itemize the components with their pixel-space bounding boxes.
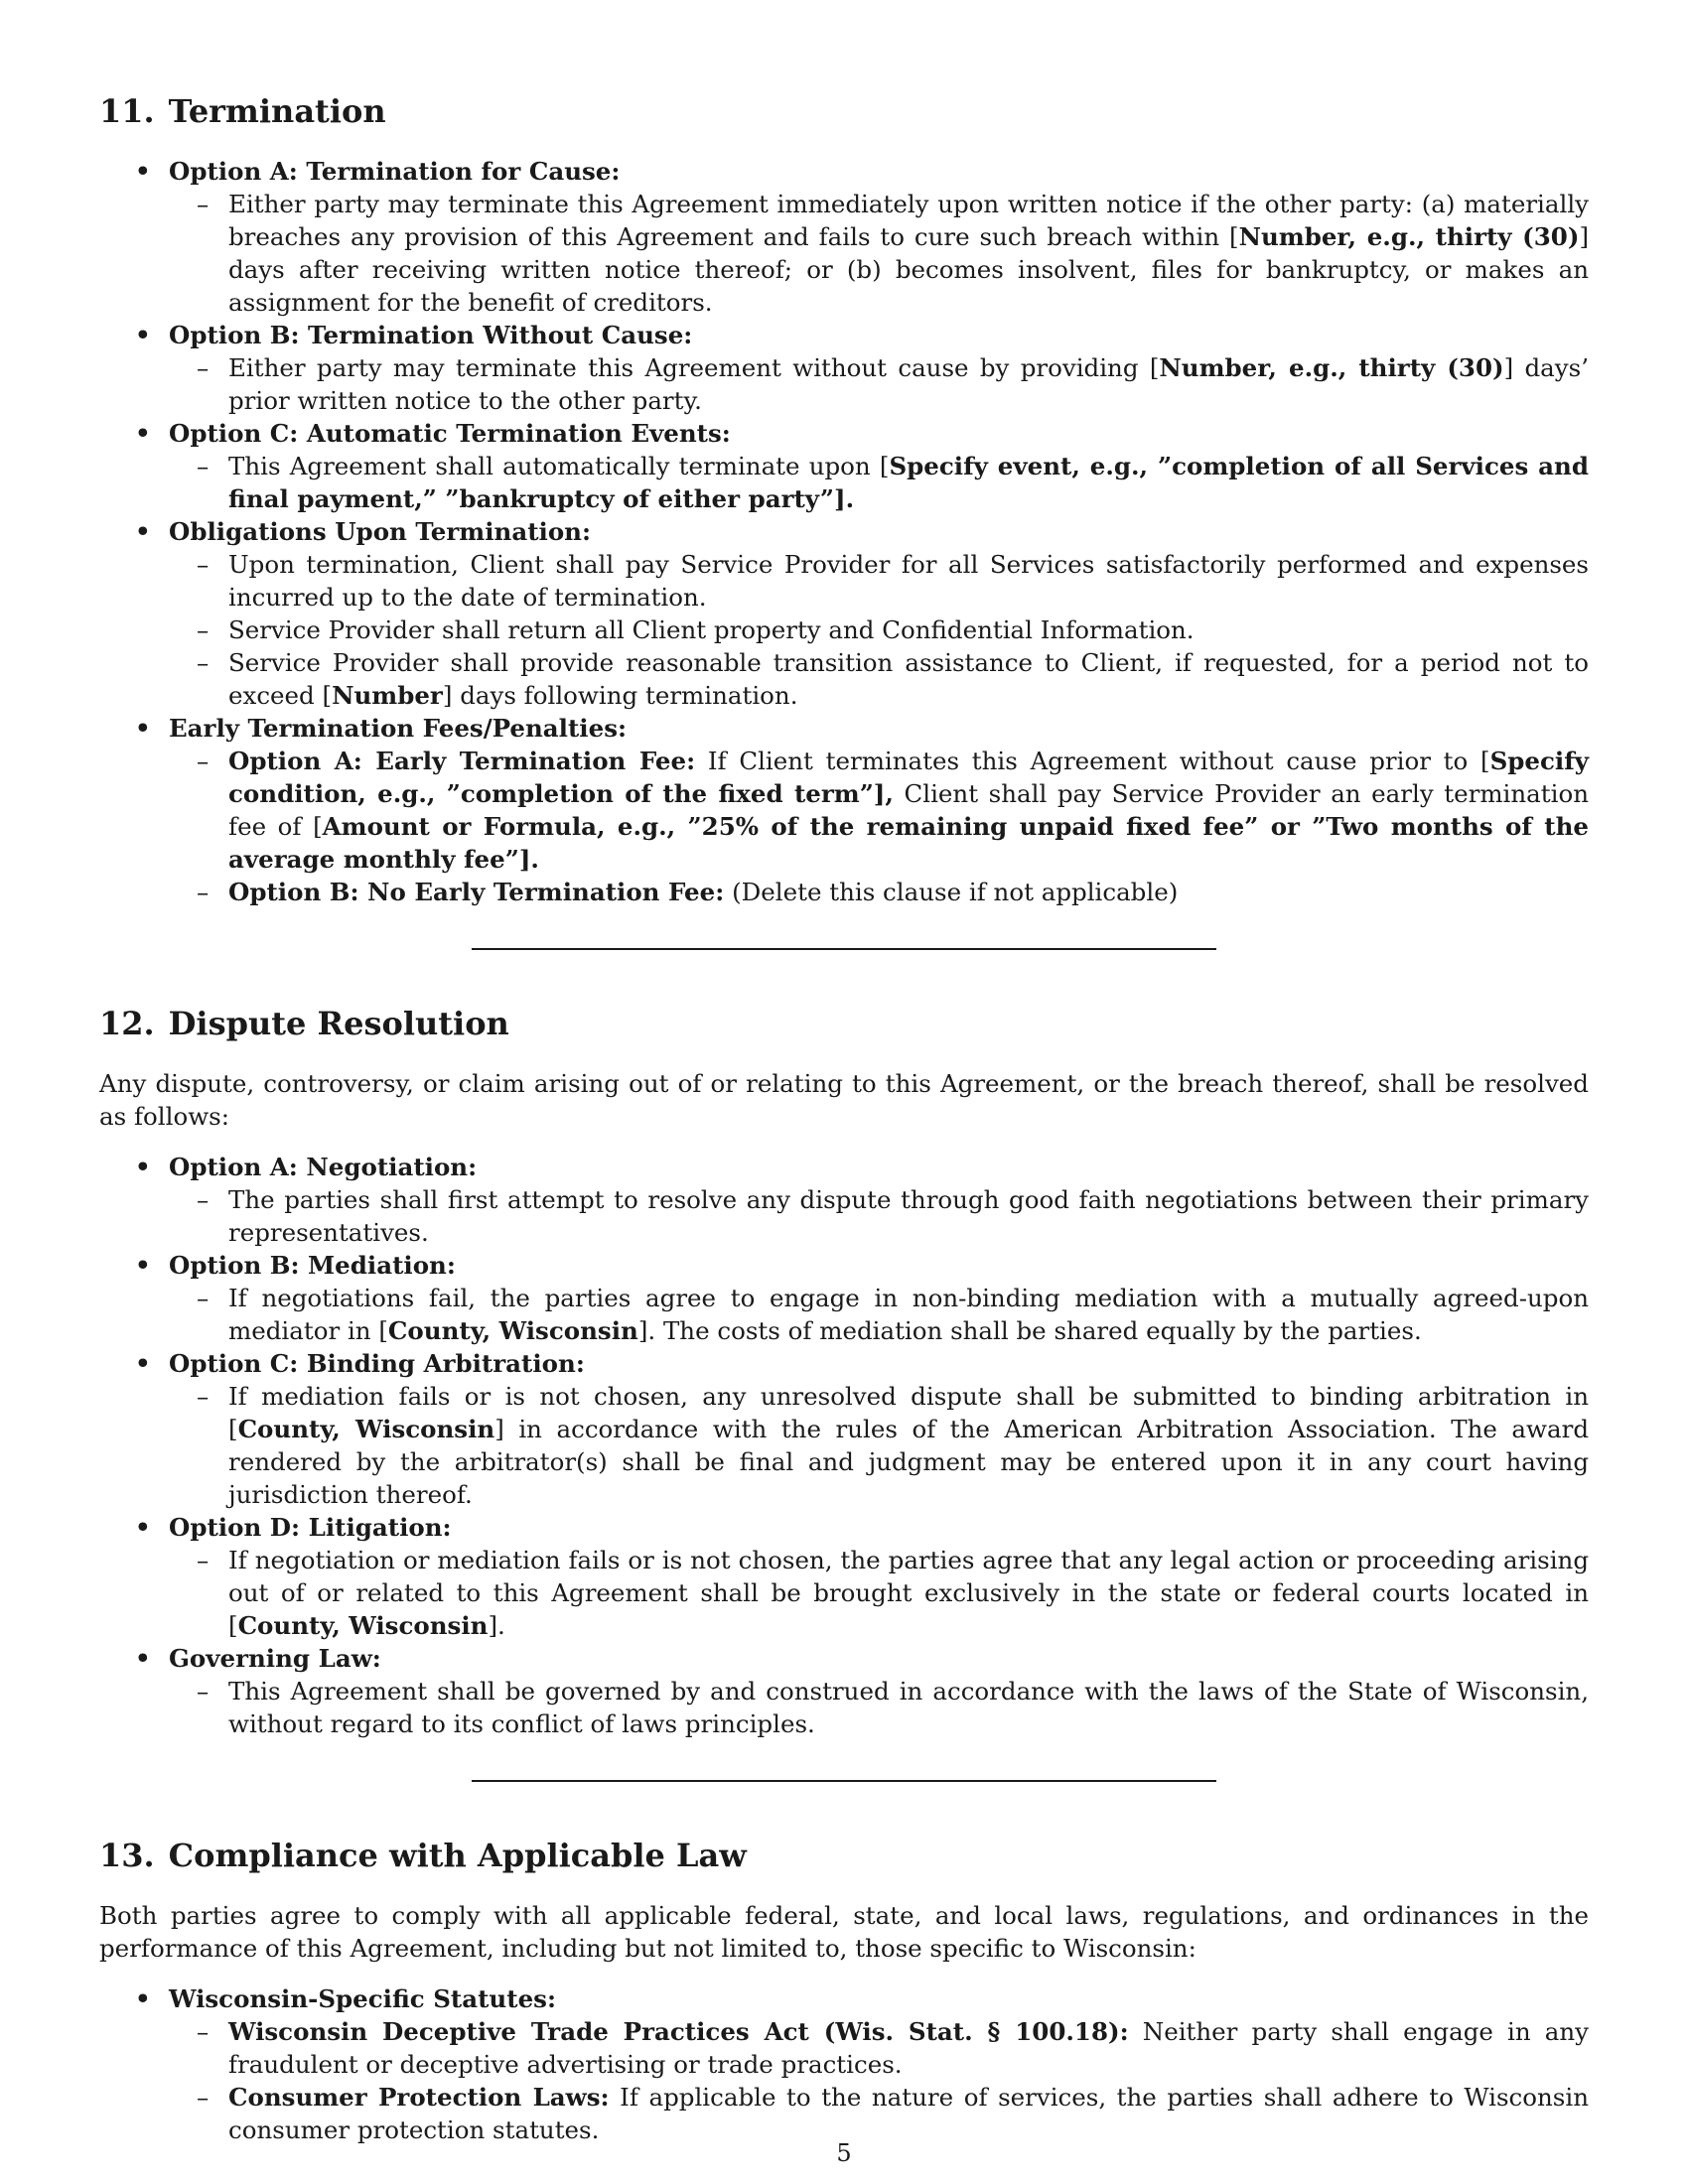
section-title: Compliance with Applicable Law — [168, 1837, 747, 1874]
dash-icon: – — [197, 615, 210, 644]
list-item-wisconsin-statutes — [99, 1982, 1589, 2146]
dash-icon: – — [197, 353, 210, 382]
sub-list — [169, 1282, 1589, 1347]
bullet-icon: • — [135, 1153, 151, 1181]
item-label: Option A: Negotiation: — [169, 1153, 478, 1181]
sub-item — [169, 614, 1589, 646]
list-item-governing-law — [99, 1642, 1589, 1740]
clause-text: If applicable to the nature of services, the parties shall adhere to Wisconsin consumer protection statutes. — [228, 2083, 1589, 2144]
compliance-list — [99, 1982, 1589, 2146]
placeholder-field: Number, e.g., thirty (30) — [1159, 353, 1504, 382]
page-number: 5 — [836, 2139, 852, 2167]
dash-icon: – — [197, 747, 210, 775]
bullet-icon: • — [135, 321, 151, 349]
sub-item — [169, 548, 1589, 614]
bullet-icon: • — [135, 157, 151, 186]
item-label: Option C: Binding Arbitration: — [169, 1349, 585, 1378]
clause-text: ]. — [488, 1611, 505, 1640]
clause-text: Neither party shall engage in any fraudulent or deceptive advertising or trade practices. — [228, 2017, 1589, 2079]
sub-list — [169, 548, 1589, 712]
bullet-icon: • — [135, 1349, 151, 1378]
list-item-automatic-termination — [99, 417, 1589, 515]
bullet-icon: • — [135, 419, 151, 448]
sub-item — [169, 646, 1589, 712]
sub-item — [169, 1675, 1589, 1740]
sub-item — [169, 1380, 1589, 1511]
sub-list — [169, 450, 1589, 515]
clause-text: Service Provider shall return all Client property and Confidential Information. — [228, 615, 1195, 644]
clause-text: ] in accordance with the rules of the American Arbitration Association. The award rendered by the arbitrator(s) shall be final and judgment may be entered upon it in any court having jurisdiction thereof. — [228, 1415, 1589, 1509]
dispute-options-list — [99, 1151, 1589, 1740]
sub-item-lead: Consumer Protection Laws: — [228, 2083, 610, 2112]
placeholder-field: County, Wisconsin — [237, 1415, 495, 1443]
clause-text: ] days following termination. — [442, 681, 798, 710]
item-label: Wisconsin-Specific Statutes: — [169, 1984, 556, 2013]
sub-item — [169, 745, 1589, 876]
sub-item — [169, 1183, 1589, 1249]
section-number: 13. — [99, 1837, 155, 1874]
clause-text: ] days after receiving written notice thereof; or (b) becomes insolvent, files for bankruptcy, or makes an assignment for the benefit of creditors. — [228, 222, 1589, 317]
section-number: 12. — [99, 1005, 155, 1042]
clause-text: The parties shall first attempt to resolve any dispute through good faith negotiations between their primary representatives. — [228, 1185, 1589, 1247]
dash-icon: – — [197, 1284, 210, 1312]
sub-item — [169, 1282, 1589, 1347]
bullet-icon: • — [135, 517, 151, 546]
list-item-obligations-upon-termination — [99, 515, 1589, 712]
sub-item — [169, 188, 1589, 319]
list-item-negotiation — [99, 1151, 1589, 1249]
sub-item — [169, 2081, 1589, 2146]
dash-icon: – — [197, 2083, 210, 2112]
sub-list — [169, 1380, 1589, 1511]
sub-item — [169, 450, 1589, 515]
section-heading-compliance — [99, 1836, 1589, 1875]
list-item-binding-arbitration — [99, 1347, 1589, 1511]
clause-text: ]. The costs of mediation shall be shared equally by the parties. — [637, 1316, 1422, 1345]
item-label: Early Termination Fees/Penalties: — [169, 714, 628, 743]
dash-icon: – — [197, 452, 210, 480]
bullet-icon: • — [135, 714, 151, 743]
clause-text: (Delete this clause if not applicable) — [724, 878, 1179, 906]
clause-text: If mediation fails or is not chosen, any unresolved dispute shall be submitted to binding arbitration in [ — [228, 1382, 1589, 1443]
dash-icon: – — [197, 2017, 210, 2046]
clause-text: Service Provider shall provide reasonable transition assistance to Client, if requested, for a period not to exceed [ — [228, 648, 1589, 710]
item-label: Option D: Litigation: — [169, 1513, 452, 1542]
item-label: Option A: Termination for Cause: — [169, 157, 621, 186]
section-number: 11. — [99, 92, 155, 130]
list-item-termination-without-cause — [99, 319, 1589, 417]
placeholder-field: County, Wisconsin — [237, 1611, 489, 1640]
sub-item-lead: Wisconsin Deceptive Trade Practices Act (Wis. Stat. § 100.18): — [228, 2017, 1129, 2046]
placeholder-field: Amount or Formula, e.g., ”25% of the remaining unpaid fixed fee” or ”Two months of the average monthly fee”]. — [228, 812, 1589, 874]
clause-text: Client shall pay Service Provider an early termination fee of [ — [228, 779, 1589, 841]
section-heading-dispute-resolution — [99, 1004, 1589, 1043]
section-intro: Both parties agree to comply with all applicable federal, state, and local laws, regulations, and ordinances in the performance of this Agreement, including but not limited to, those specific to Wisconsin: — [99, 1901, 1589, 1963]
sub-list — [169, 1183, 1589, 1249]
section-intro: Any dispute, controversy, or claim arising out of or relating to this Agreement, or the breach thereof, shall be resolved as follows: — [99, 1069, 1589, 1131]
clause-text: ]. — [834, 484, 855, 513]
placeholder-field: Specify condition, e.g., ”completion of the fixed term”], — [228, 747, 1589, 808]
item-label: Option B: Mediation: — [169, 1251, 456, 1280]
clause-text: If negotiation or mediation fails or is not chosen, the parties agree that any legal action or proceeding arising out of or related to this Agreement shall be brought exclusively in the state or federal courts located in [ — [228, 1546, 1589, 1640]
dash-icon: – — [197, 648, 210, 677]
section-divider — [472, 948, 1216, 950]
clause-text: Either party may terminate this Agreement without cause by providing [ — [228, 353, 1160, 382]
sub-item — [169, 876, 1589, 908]
sub-item — [169, 1544, 1589, 1642]
dash-icon: – — [197, 1185, 210, 1214]
clause-text: Upon termination, Client shall pay Service Provider for all Services satisfactorily performed and expenses incurred up to the date of termination. — [228, 550, 1589, 612]
section-title: Termination — [168, 92, 386, 130]
placeholder-field: Number — [332, 681, 443, 710]
document-page — [99, 91, 1589, 2146]
dash-icon: – — [197, 550, 210, 579]
sub-list — [169, 351, 1589, 417]
placeholder-field: County, Wisconsin — [387, 1316, 638, 1345]
clause-text: ] days’ prior written notice to the other party. — [228, 353, 1589, 415]
sub-item — [169, 2015, 1589, 2081]
placeholder-field: Specify event, e.g., ”completion of all Services and final payment,” ”bankruptcy of either party” — [228, 452, 1590, 513]
bullet-icon: • — [135, 1984, 151, 2013]
list-item-termination-for-cause — [99, 155, 1589, 319]
item-label: Obligations Upon Termination: — [169, 517, 592, 546]
bullet-icon: • — [135, 1251, 151, 1280]
sub-item — [169, 351, 1589, 417]
dash-icon: – — [197, 190, 210, 218]
clause-text: Either party may terminate this Agreement immediately upon written notice if the other party: (a) materially breaches any provision of this Agreement and fails to cure such breach within [ — [228, 190, 1589, 251]
clause-text: This Agreement shall automatically terminate upon [ — [228, 452, 890, 480]
sub-list — [169, 745, 1589, 908]
sub-list — [169, 188, 1589, 319]
item-label: Governing Law: — [169, 1644, 381, 1673]
sub-item-lead: Option A: Early Termination Fee: — [228, 747, 696, 775]
dash-icon: – — [197, 1546, 210, 1574]
placeholder-field: Number, e.g., thirty (30) — [1238, 222, 1580, 251]
section-heading-termination — [99, 91, 1589, 131]
list-item-early-termination-fees — [99, 712, 1589, 908]
clause-text: If Client terminates this Agreement without cause prior to [ — [695, 747, 1490, 775]
termination-options-list — [99, 155, 1589, 908]
sub-list — [169, 1675, 1589, 1740]
list-item-mediation — [99, 1249, 1589, 1347]
dash-icon: – — [197, 1382, 210, 1411]
dash-icon: – — [197, 878, 210, 906]
item-label: Option B: Termination Without Cause: — [169, 321, 693, 349]
sub-list — [169, 1544, 1589, 1642]
clause-text: This Agreement shall be governed by and construed in accordance with the laws of the State of Wisconsin, without regard to its conflict of laws principles. — [228, 1677, 1589, 1738]
sub-item-lead: Option B: No Early Termination Fee: — [228, 878, 725, 906]
section-divider — [472, 1780, 1216, 1782]
sub-list — [169, 2015, 1589, 2146]
section-title: Dispute Resolution — [168, 1005, 509, 1042]
clause-text: If negotiations fail, the parties agree to engage in non-binding mediation with a mutually agreed-upon mediator in [ — [228, 1284, 1589, 1345]
list-item-litigation — [99, 1511, 1589, 1642]
bullet-icon: • — [135, 1513, 151, 1542]
bullet-icon: • — [135, 1644, 151, 1673]
item-label: Option C: Automatic Termination Events: — [169, 419, 731, 448]
dash-icon: – — [197, 1677, 210, 1706]
